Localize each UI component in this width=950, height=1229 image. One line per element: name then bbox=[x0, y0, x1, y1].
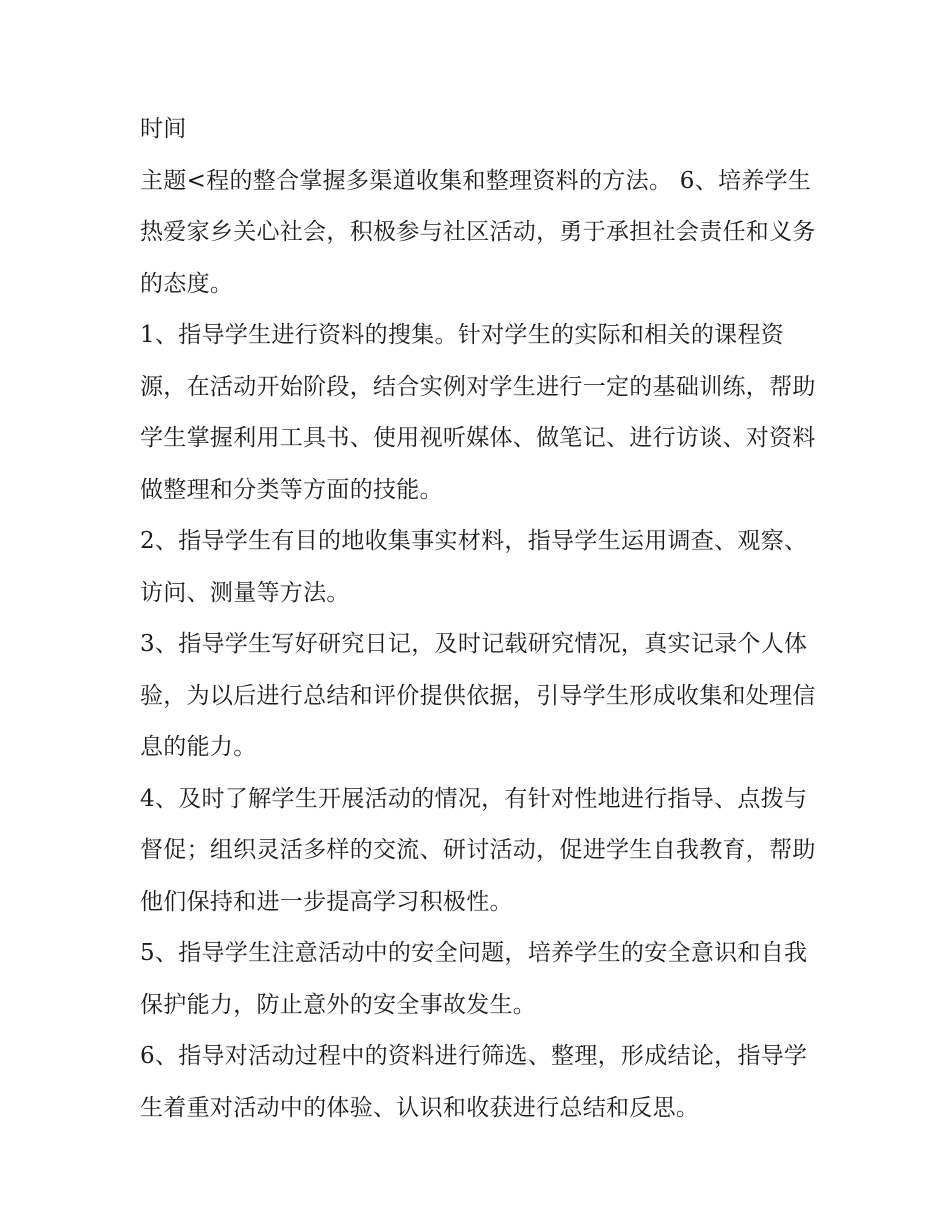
paragraph-topic: 主题<程的整合掌握多渠道收集和整理资料的方法。 6、培养学生热爱家乡关心社会，积极参与社区活动，勇于承担社会责任和义务的态度。 bbox=[140, 167, 816, 297]
paragraph-item-1: 1、指导学生进行资料的搜集。针对学生的实际和相关的课程资源，在活动开始阶段，结合实例对学生进行一定的基础训练，帮助学生掌握利用工具书、使用视听媒体、做笔记、进行访谈、对资料做整理和分类等方面的技能。 bbox=[140, 322, 816, 503]
paragraph-item-6: 6、指导对活动过程中的资料进行筛选、整理，形成结论，指导学生着重对活动中的体验、认识和收获进行总结和反思。 bbox=[140, 1043, 808, 1121]
paragraph-item-4: 4、及时了解学生开展活动的情况，有针对性地进行指导、点拨与督促；组织灵活多样的交流、研讨活动，促进学生自我教育，帮助他们保持和进一步提高学习积极性。 bbox=[140, 785, 816, 915]
paragraph-heading-time: 时间 bbox=[140, 116, 187, 142]
paragraph-item-5: 5、指导学生注意活动中的安全问题，培养学生的安全意识和自我保护能力，防止意外的安全事故发生。 bbox=[140, 940, 808, 1018]
document-body bbox=[140, 104, 820, 1134]
paragraph-item-2: 2、指导学生有目的地收集事实材料，指导学生运用调查、观察、访问、测量等方法。 bbox=[140, 528, 808, 606]
paragraph-item-3: 3、指导学生写好研究日记，及时记载研究情况，真实记录个人体验，为以后进行总结和评价提供依据，引导学生形成收集和处理信息的能力。 bbox=[140, 631, 816, 760]
